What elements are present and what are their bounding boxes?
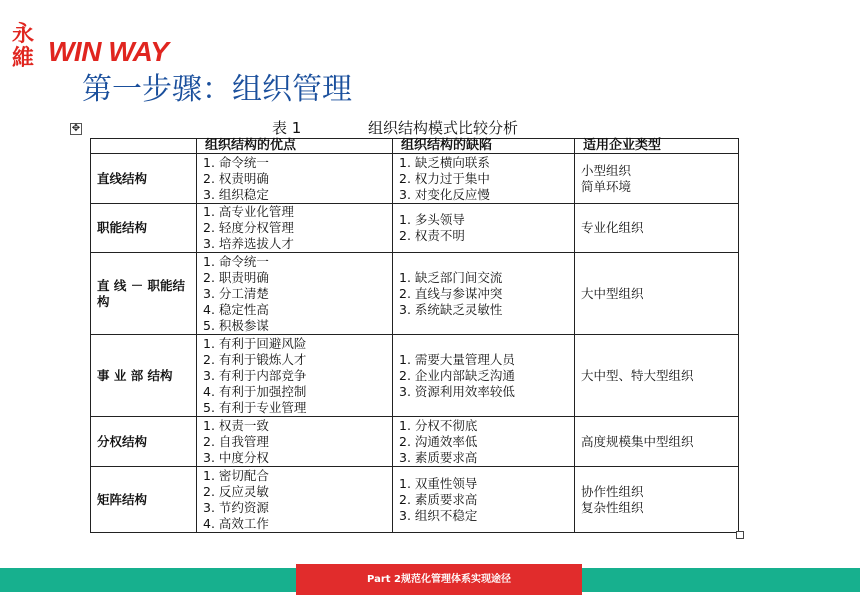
row-pros [197, 335, 393, 417]
row-name: 矩阵结构 [91, 467, 197, 533]
list-item: 复杂性组织 [581, 499, 644, 515]
logo-text: WIN WAY [48, 36, 169, 67]
footer-label: Part 2规范化管理体系实现途径 [296, 564, 582, 595]
list-item: 2. 权责明确 [203, 170, 269, 186]
table-header-row [91, 139, 739, 154]
table-row [91, 154, 739, 204]
list-item: 1. 有利于回避风险 [203, 335, 307, 351]
table-row [91, 253, 739, 335]
logo-seal [2, 22, 44, 72]
list-item: 高度规模集中型组织 [581, 433, 694, 449]
list-item: 3. 素质要求高 [399, 449, 478, 465]
list-item: 3. 节约资源 [203, 499, 269, 515]
table-caption-number: 表 1 [272, 119, 302, 137]
list-item: 协作性组织 [581, 483, 644, 499]
list-item: 简单环境 [581, 178, 632, 194]
list-item: 3. 组织稳定 [203, 186, 269, 202]
list-item: 4. 有利于加强控制 [203, 383, 307, 399]
footer-band-right [582, 568, 860, 592]
row-types [575, 335, 739, 417]
row-types [575, 204, 739, 253]
list-item: 1. 多头领导 [399, 212, 465, 227]
list-item: 3. 有利于内部竞争 [203, 367, 307, 383]
row-pros [197, 417, 393, 467]
list-item: 4. 高效工作 [203, 515, 269, 531]
row-cons [393, 204, 575, 253]
list-item: 1. 需要大量管理人员 [399, 351, 515, 367]
list-item: 2. 权责不明 [399, 228, 465, 243]
table-row [91, 417, 739, 467]
table-move-handle-icon[interactable]: ✥ [71, 123, 81, 134]
list-item: 1. 双重性领导 [399, 475, 478, 491]
list-item: 大中型、特大型组织 [581, 367, 694, 383]
list-item: 专业化组织 [581, 220, 644, 235]
row-name: 直 线 － 职能结构 [91, 253, 197, 335]
list-item: 3. 培养选拔人才 [203, 236, 294, 251]
list-item: 1. 高专业化管理 [203, 204, 294, 219]
list-item: 大中型组织 [581, 285, 644, 301]
list-item: 1. 权责一致 [203, 417, 269, 433]
list-item: 2. 直线与参谋冲突 [399, 285, 503, 301]
page-title: 第一步骤：组织管理 [82, 72, 352, 107]
row-name: 直线结构 [91, 154, 197, 204]
list-item: 2. 职责明确 [203, 269, 269, 285]
row-cons [393, 467, 575, 533]
list-item: 2. 素质要求高 [399, 491, 478, 507]
header-types: 适用企业类型 [575, 139, 739, 154]
comparison-table [90, 138, 739, 533]
footer-band-left [0, 568, 296, 592]
list-item: 1. 命令统一 [203, 253, 269, 269]
header-pros: 组织结构的优点 [197, 139, 393, 154]
table-caption-title: 组织结构模式比较分析 [368, 119, 519, 137]
list-item: 4. 稳定性高 [203, 301, 269, 317]
row-cons [393, 253, 575, 335]
list-item: 5. 有利于专业管理 [203, 399, 307, 415]
list-item: 2. 权力过于集中 [399, 170, 490, 186]
logo-seal-char-top: 永 [11, 21, 34, 47]
list-item: 3. 分工清楚 [203, 285, 269, 301]
logo-seal-char-bottom: 維 [11, 45, 34, 71]
row-pros [197, 154, 393, 204]
list-item: 3. 组织不稳定 [399, 507, 478, 523]
list-item: 2. 企业内部缺乏沟通 [399, 367, 515, 383]
list-item: 1. 缺乏部门间交流 [399, 269, 503, 285]
row-pros [197, 467, 393, 533]
row-types [575, 154, 739, 204]
table-row [91, 204, 739, 253]
row-types [575, 417, 739, 467]
list-item: 3. 资源利用效率较低 [399, 383, 515, 399]
row-cons [393, 335, 575, 417]
row-pros [197, 253, 393, 335]
header-corner [91, 139, 197, 154]
list-item: 3. 中度分权 [203, 449, 269, 465]
row-cons [393, 417, 575, 467]
table-row [91, 335, 739, 417]
list-item: 3. 系统缺乏灵敏性 [399, 301, 503, 317]
row-types [575, 253, 739, 335]
list-item: 2. 沟通效率低 [399, 433, 478, 449]
list-item: 小型组织 [581, 162, 632, 178]
list-item: 1. 命令统一 [203, 154, 269, 170]
table-row [91, 467, 739, 533]
list-item: 1. 分权不彻底 [399, 417, 478, 433]
row-name: 事 业 部 结构 [91, 335, 197, 417]
list-item: 5. 积极参谋 [203, 317, 269, 333]
header-cons: 组织结构的缺陷 [393, 139, 575, 154]
list-item: 2. 有利于锻炼人才 [203, 351, 307, 367]
row-name: 分权结构 [91, 417, 197, 467]
row-name: 职能结构 [91, 204, 197, 253]
list-item: 1. 密切配合 [203, 467, 269, 483]
row-pros [197, 204, 393, 253]
row-types [575, 467, 739, 533]
row-cons [393, 154, 575, 204]
table-resize-handle[interactable] [736, 531, 744, 539]
list-item: 2. 反应灵敏 [203, 483, 269, 499]
list-item: 2. 轻度分权管理 [203, 220, 294, 235]
list-item: 3. 对变化反应慢 [399, 186, 490, 202]
list-item: 1. 缺乏横向联系 [399, 154, 490, 170]
list-item: 2. 自我管理 [203, 433, 269, 449]
